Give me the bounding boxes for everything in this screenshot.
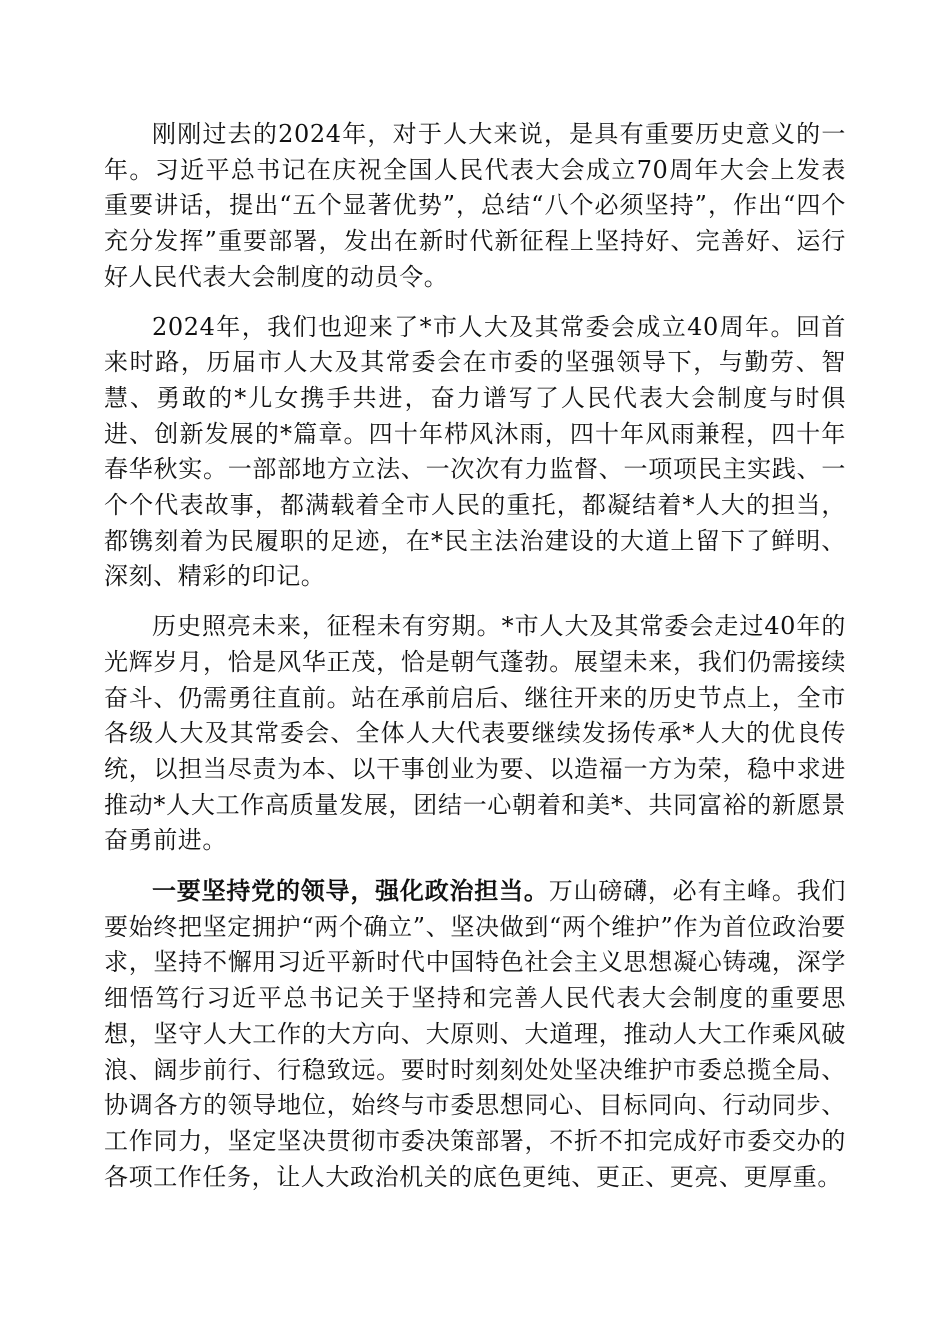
paragraph-2-text: 2024年，我们也迎来了*市人大及其常委会成立40周年。回首来时路，历届市人大及其常委会在市委的坚强领导下，与勤劳、智慧、勇敢的*儿女携手共进，奋力谱写了人民代表大会制度与时俱进、创新发展的*篇章。四十年栉风沐雨，四十年风雨兼程，四十年春华秋实。一部部地方立法、一次次有力监督、一项项民主实践、一个个代表故事，都满载着全市人民的重托，都凝结着*人大的担当，都镌刻着为民履职的足迹，在*民主法治建设的大道上留下了鲜明、深刻、精彩的印记。 xyxy=(104,312,846,591)
document-body xyxy=(104,117,846,1209)
paragraph-1 xyxy=(104,117,846,296)
paragraph-1-text: 刚刚过去的2024年，对于人大来说，是具有重要历史意义的一年。习近平总书记在庆祝全国人民代表大会成立70周年大会上发表重要讲话，提出“五个显著优势”，总结“八个必须坚持”，作出“四个充分发挥”重要部署，发出在新时代新征程上坚持好、完善好、运行好人民代表大会制度的动员令。 xyxy=(104,120,846,291)
paragraph-4-lead-heading: 一要坚持党的领导，强化政治担当。 xyxy=(152,876,549,906)
paragraph-2 xyxy=(104,310,846,596)
paragraph-3-text: 历史照亮未来，征程未有穷期。*市人大及其常委会走过40年的光辉岁月，恰是风华正茂，恰是朝气蓬勃。展望未来，我们仍需接续奋斗、仍需勇往直前。站在承前启后、继往开来的历史节点上，全市各级人大及其常委会、全体人大代表要继续发扬传承*人大的优良传统，以担当尽责为本、以干事创业为要、以造福一方为荣，稳中求进推动*人大工作高质量发展，团结一心朝着和美*、共同富裕的新愿景奋勇前进。 xyxy=(104,612,846,855)
paragraph-3 xyxy=(104,609,846,859)
paragraph-4-text: 万山磅礴，必有主峰。我们要始终把坚定拥护“两个确立”、坚决做到“两个维护”作为首位政治要求，坚持不懈用习近平新时代中国特色社会主义思想凝心铸魂，深学细悟笃行习近平总书记关于坚持和完善人民代表大会制度的重要思想，坚守人大工作的大方向、大原则、大道理，推动人大工作乘风破浪、阔步前行、行稳致远。要时时刻刻处处坚决维护市委总揽全局、协调各方的领导地位，始终与市委思想同心、目标同向、行动同步、工作同力，坚定坚决贯彻市委决策部署，不折不扣完成好市委交办的各项工作任务，让人大政治机关的底色更纯、更正、更亮、更厚重。 xyxy=(104,877,846,1191)
paragraph-4 xyxy=(104,873,846,1195)
